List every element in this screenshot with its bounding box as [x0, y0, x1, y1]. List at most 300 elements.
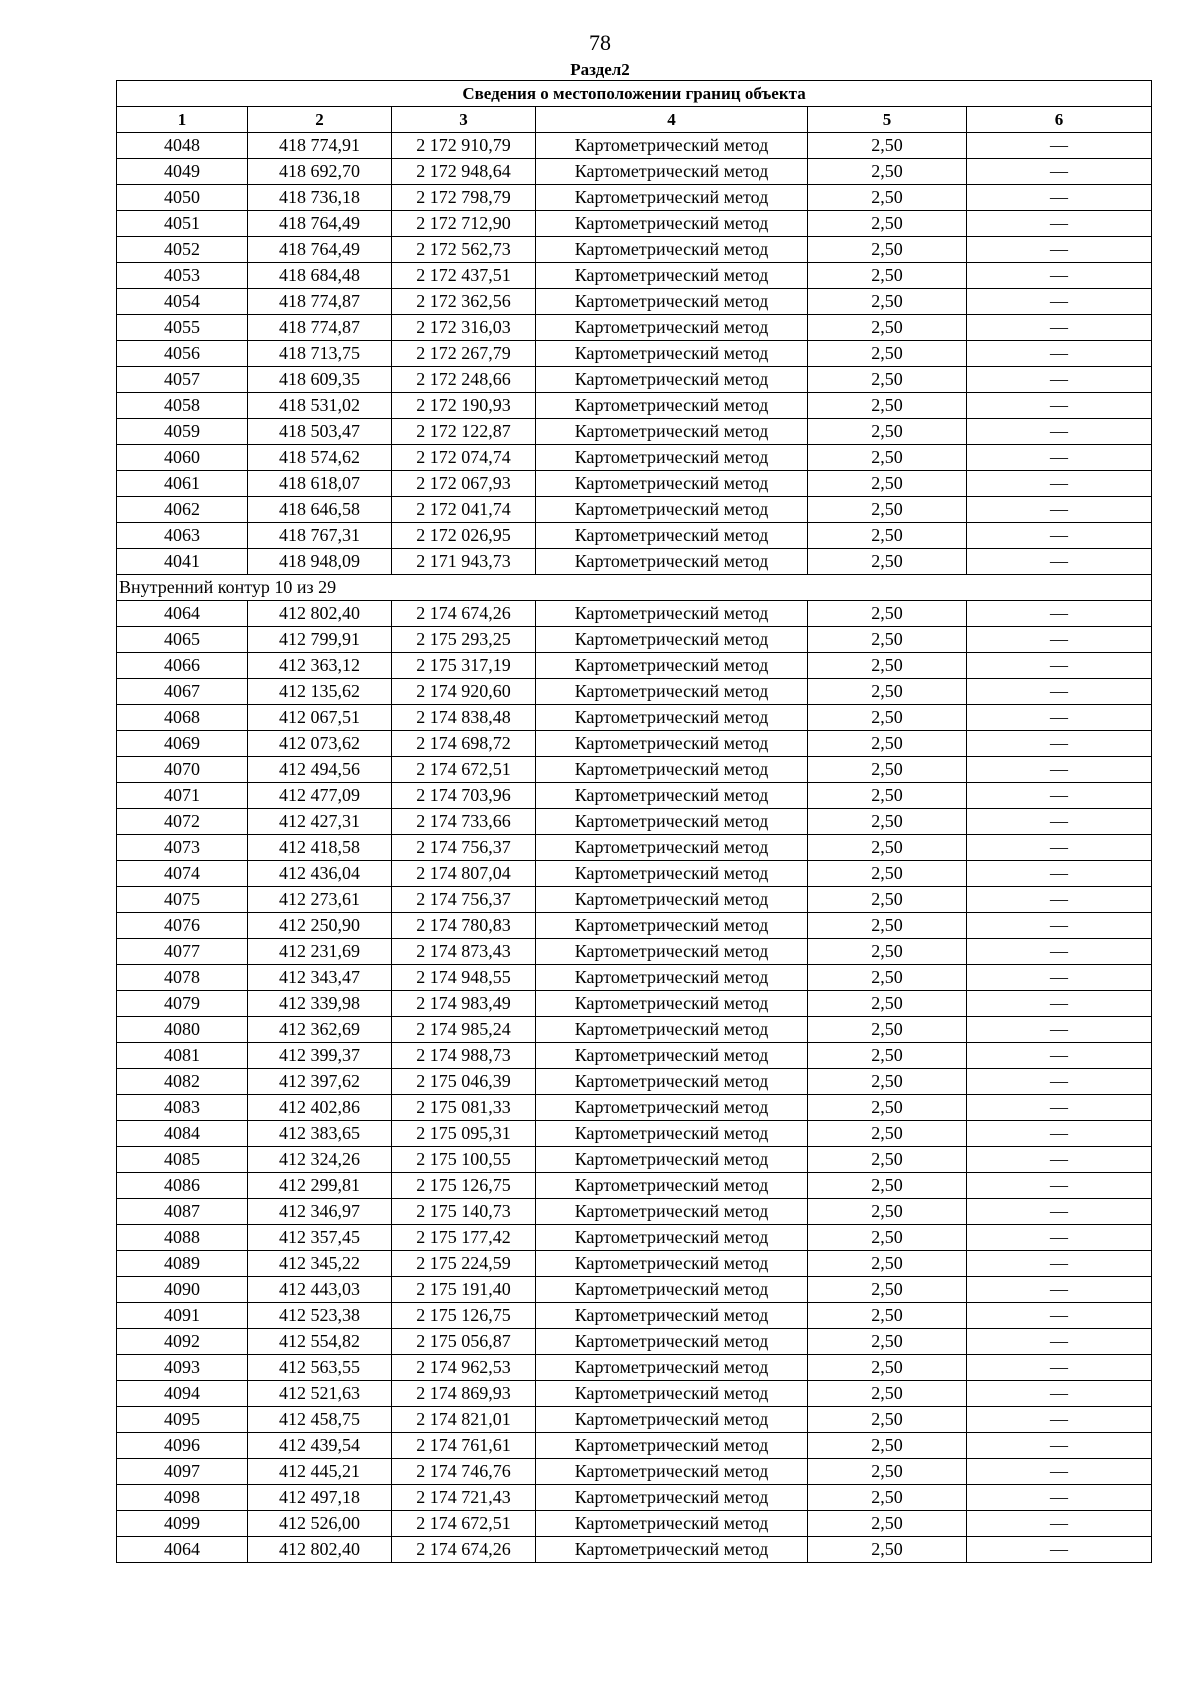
note-cell: — [967, 237, 1152, 263]
accuracy-cell: 2,50 [808, 263, 967, 289]
accuracy-cell: 2,50 [808, 211, 967, 237]
note-cell: — [967, 705, 1152, 731]
note-cell: — [967, 419, 1152, 445]
note-cell: — [967, 289, 1152, 315]
accuracy-cell: 2,50 [808, 809, 967, 835]
method-cell: Картометрический метод [536, 497, 808, 523]
table-row [117, 445, 1152, 471]
point-number-cell: 4078 [117, 965, 248, 991]
accuracy-cell: 2,50 [808, 861, 967, 887]
method-cell: Картометрический метод [536, 1303, 808, 1329]
method-cell: Картометрический метод [536, 757, 808, 783]
y-coordinate-cell: 2 175 126,75 [392, 1303, 536, 1329]
y-coordinate-cell: 2 172 948,64 [392, 159, 536, 185]
method-cell: Картометрический метод [536, 419, 808, 445]
x-coordinate-cell: 418 609,35 [248, 367, 392, 393]
note-cell: — [967, 1433, 1152, 1459]
point-number-cell: 4096 [117, 1433, 248, 1459]
accuracy-cell: 2,50 [808, 731, 967, 757]
x-coordinate-cell: 412 402,86 [248, 1095, 392, 1121]
y-coordinate-cell: 2 174 674,26 [392, 1537, 536, 1563]
y-coordinate-cell: 2 172 362,56 [392, 289, 536, 315]
x-coordinate-cell: 412 339,98 [248, 991, 392, 1017]
point-number-cell: 4058 [117, 393, 248, 419]
table-row [117, 133, 1152, 159]
accuracy-cell: 2,50 [808, 1277, 967, 1303]
x-coordinate-cell: 412 563,55 [248, 1355, 392, 1381]
table-row [117, 1043, 1152, 1069]
point-number-cell: 4054 [117, 289, 248, 315]
method-cell: Картометрический метод [536, 393, 808, 419]
accuracy-cell: 2,50 [808, 705, 967, 731]
column-header: 5 [808, 107, 967, 133]
x-coordinate-cell: 412 343,47 [248, 965, 392, 991]
y-coordinate-cell: 2 174 721,43 [392, 1485, 536, 1511]
y-coordinate-cell: 2 175 100,55 [392, 1147, 536, 1173]
table-row [117, 705, 1152, 731]
table-row [117, 1147, 1152, 1173]
accuracy-cell: 2,50 [808, 991, 967, 1017]
table-row [117, 1537, 1152, 1563]
y-coordinate-cell: 2 171 943,73 [392, 549, 536, 575]
point-number-cell: 4099 [117, 1511, 248, 1537]
note-cell: — [967, 1251, 1152, 1277]
note-cell: — [967, 1407, 1152, 1433]
note-cell: — [967, 393, 1152, 419]
y-coordinate-cell: 2 175 224,59 [392, 1251, 536, 1277]
note-cell: — [967, 1069, 1152, 1095]
x-coordinate-cell: 412 231,69 [248, 939, 392, 965]
note-cell: — [967, 731, 1152, 757]
point-number-cell: 4066 [117, 653, 248, 679]
point-number-cell: 4056 [117, 341, 248, 367]
note-cell: — [967, 809, 1152, 835]
accuracy-cell: 2,50 [808, 419, 967, 445]
point-number-cell: 4072 [117, 809, 248, 835]
point-number-cell: 4065 [117, 627, 248, 653]
accuracy-cell: 2,50 [808, 887, 967, 913]
x-coordinate-cell: 412 357,45 [248, 1225, 392, 1251]
y-coordinate-cell: 2 172 074,74 [392, 445, 536, 471]
y-coordinate-cell: 2 172 712,90 [392, 211, 536, 237]
method-cell: Картометрический метод [536, 1277, 808, 1303]
accuracy-cell: 2,50 [808, 1069, 967, 1095]
accuracy-cell: 2,50 [808, 289, 967, 315]
point-number-cell: 4074 [117, 861, 248, 887]
method-cell: Картометрический метод [536, 1095, 808, 1121]
note-cell: — [967, 159, 1152, 185]
point-number-cell: 4070 [117, 757, 248, 783]
table-row [117, 1095, 1152, 1121]
accuracy-cell: 2,50 [808, 627, 967, 653]
accuracy-cell: 2,50 [808, 549, 967, 575]
accuracy-cell: 2,50 [808, 1433, 967, 1459]
x-coordinate-cell: 412 494,56 [248, 757, 392, 783]
y-coordinate-cell: 2 172 067,93 [392, 471, 536, 497]
x-coordinate-cell: 418 684,48 [248, 263, 392, 289]
x-coordinate-cell: 418 692,70 [248, 159, 392, 185]
point-number-cell: 4077 [117, 939, 248, 965]
x-coordinate-cell: 412 439,54 [248, 1433, 392, 1459]
method-cell: Картометрический метод [536, 939, 808, 965]
x-coordinate-cell: 412 346,97 [248, 1199, 392, 1225]
note-cell: — [967, 835, 1152, 861]
table-row [117, 1407, 1152, 1433]
x-coordinate-cell: 418 764,49 [248, 237, 392, 263]
point-number-cell: 4089 [117, 1251, 248, 1277]
y-coordinate-cell: 2 172 798,79 [392, 185, 536, 211]
accuracy-cell: 2,50 [808, 757, 967, 783]
y-coordinate-cell: 2 172 026,95 [392, 523, 536, 549]
method-cell: Картометрический метод [536, 1147, 808, 1173]
method-cell: Картометрический метод [536, 1225, 808, 1251]
accuracy-cell: 2,50 [808, 1459, 967, 1485]
table-row [117, 887, 1152, 913]
note-cell: — [967, 1017, 1152, 1043]
method-cell: Картометрический метод [536, 1069, 808, 1095]
note-cell: — [967, 549, 1152, 575]
point-number-cell: 4079 [117, 991, 248, 1017]
note-cell: — [967, 1459, 1152, 1485]
point-number-cell: 4049 [117, 159, 248, 185]
point-number-cell: 4097 [117, 1459, 248, 1485]
method-cell: Картометрический метод [536, 887, 808, 913]
accuracy-cell: 2,50 [808, 1225, 967, 1251]
y-coordinate-cell: 2 174 780,83 [392, 913, 536, 939]
accuracy-cell: 2,50 [808, 341, 967, 367]
x-coordinate-cell: 412 799,91 [248, 627, 392, 653]
x-coordinate-cell: 418 713,75 [248, 341, 392, 367]
point-number-cell: 4091 [117, 1303, 248, 1329]
method-cell: Картометрический метод [536, 1407, 808, 1433]
method-cell: Картометрический метод [536, 1043, 808, 1069]
accuracy-cell: 2,50 [808, 367, 967, 393]
point-number-cell: 4085 [117, 1147, 248, 1173]
point-number-cell: 4075 [117, 887, 248, 913]
method-cell: Картометрический метод [536, 1537, 808, 1563]
note-cell: — [967, 1511, 1152, 1537]
method-cell: Картометрический метод [536, 653, 808, 679]
x-coordinate-cell: 418 764,49 [248, 211, 392, 237]
table-row [117, 965, 1152, 991]
table-row [117, 939, 1152, 965]
table-row [117, 237, 1152, 263]
point-number-cell: 4060 [117, 445, 248, 471]
note-cell: — [967, 1043, 1152, 1069]
method-cell: Картометрический метод [536, 1485, 808, 1511]
column-header: 1 [117, 107, 248, 133]
table-row [117, 1511, 1152, 1537]
table-row [117, 367, 1152, 393]
note-cell: — [967, 627, 1152, 653]
y-coordinate-cell: 2 175 126,75 [392, 1173, 536, 1199]
y-coordinate-cell: 2 174 983,49 [392, 991, 536, 1017]
accuracy-cell: 2,50 [808, 523, 967, 549]
point-number-cell: 4067 [117, 679, 248, 705]
point-number-cell: 4084 [117, 1121, 248, 1147]
point-number-cell: 4063 [117, 523, 248, 549]
method-cell: Картометрический метод [536, 471, 808, 497]
method-cell: Картометрический метод [536, 289, 808, 315]
point-number-cell: 4051 [117, 211, 248, 237]
y-coordinate-cell: 2 172 267,79 [392, 341, 536, 367]
point-number-cell: 4094 [117, 1381, 248, 1407]
table-row [117, 913, 1152, 939]
accuracy-cell: 2,50 [808, 445, 967, 471]
y-coordinate-cell: 2 172 437,51 [392, 263, 536, 289]
accuracy-cell: 2,50 [808, 185, 967, 211]
x-coordinate-cell: 418 774,87 [248, 315, 392, 341]
y-coordinate-cell: 2 174 674,26 [392, 601, 536, 627]
table-row [117, 731, 1152, 757]
table-row [117, 1069, 1152, 1095]
note-cell: — [967, 133, 1152, 159]
method-cell: Картометрический метод [536, 367, 808, 393]
point-number-cell: 4057 [117, 367, 248, 393]
x-coordinate-cell: 412 521,63 [248, 1381, 392, 1407]
note-cell: — [967, 1199, 1152, 1225]
table-row [117, 861, 1152, 887]
method-cell: Картометрический метод [536, 1433, 808, 1459]
note-cell: — [967, 939, 1152, 965]
method-cell: Картометрический метод [536, 991, 808, 1017]
y-coordinate-cell: 2 172 190,93 [392, 393, 536, 419]
table-row [117, 341, 1152, 367]
y-coordinate-cell: 2 172 041,74 [392, 497, 536, 523]
method-cell: Картометрический метод [536, 965, 808, 991]
point-number-cell: 4059 [117, 419, 248, 445]
method-cell: Картометрический метод [536, 185, 808, 211]
accuracy-cell: 2,50 [808, 939, 967, 965]
note-cell: — [967, 497, 1152, 523]
page-number: 78 [589, 30, 611, 55]
accuracy-cell: 2,50 [808, 653, 967, 679]
method-cell: Картометрический метод [536, 1381, 808, 1407]
accuracy-cell: 2,50 [808, 497, 967, 523]
note-cell: — [967, 523, 1152, 549]
table-row [117, 419, 1152, 445]
y-coordinate-cell: 2 174 838,48 [392, 705, 536, 731]
table-row [117, 1381, 1152, 1407]
y-coordinate-cell: 2 175 056,87 [392, 1329, 536, 1355]
table-row [117, 1121, 1152, 1147]
note-cell: — [967, 341, 1152, 367]
table-row [117, 471, 1152, 497]
y-coordinate-cell: 2 174 672,51 [392, 757, 536, 783]
note-cell: — [967, 185, 1152, 211]
table-row [117, 835, 1152, 861]
method-cell: Картометрический метод [536, 237, 808, 263]
accuracy-cell: 2,50 [808, 1251, 967, 1277]
note-cell: — [967, 1277, 1152, 1303]
section-title: Раздел2 [570, 60, 630, 79]
x-coordinate-cell: 412 523,38 [248, 1303, 392, 1329]
note-cell: — [967, 445, 1152, 471]
x-coordinate-cell: 412 073,62 [248, 731, 392, 757]
x-coordinate-cell: 412 418,58 [248, 835, 392, 861]
accuracy-cell: 2,50 [808, 1017, 967, 1043]
accuracy-cell: 2,50 [808, 1355, 967, 1381]
method-cell: Картометрический метод [536, 861, 808, 887]
note-cell: — [967, 653, 1152, 679]
y-coordinate-cell: 2 174 873,43 [392, 939, 536, 965]
method-cell: Картометрический метод [536, 263, 808, 289]
method-cell: Картометрический метод [536, 159, 808, 185]
accuracy-cell: 2,50 [808, 1381, 967, 1407]
note-cell: — [967, 1095, 1152, 1121]
x-coordinate-cell: 412 067,51 [248, 705, 392, 731]
method-cell: Картометрический метод [536, 1511, 808, 1537]
y-coordinate-cell: 2 174 756,37 [392, 835, 536, 861]
point-number-cell: 4062 [117, 497, 248, 523]
table-caption: Сведения о местоположении границ объекта [117, 81, 1152, 107]
point-number-cell: 4053 [117, 263, 248, 289]
accuracy-cell: 2,50 [808, 679, 967, 705]
x-coordinate-cell: 412 554,82 [248, 1329, 392, 1355]
y-coordinate-cell: 2 172 248,66 [392, 367, 536, 393]
table-row [117, 1329, 1152, 1355]
note-cell: — [967, 913, 1152, 939]
accuracy-cell: 2,50 [808, 237, 967, 263]
accuracy-cell: 2,50 [808, 1511, 967, 1537]
method-cell: Картометрический метод [536, 601, 808, 627]
accuracy-cell: 2,50 [808, 471, 967, 497]
point-number-cell: 4050 [117, 185, 248, 211]
note-cell: — [967, 783, 1152, 809]
y-coordinate-cell: 2 174 869,93 [392, 1381, 536, 1407]
method-cell: Картометрический метод [536, 133, 808, 159]
x-coordinate-cell: 412 458,75 [248, 1407, 392, 1433]
table-row [117, 263, 1152, 289]
y-coordinate-cell: 2 172 910,79 [392, 133, 536, 159]
column-header: 4 [536, 107, 808, 133]
contour-heading-row [117, 575, 1152, 601]
point-number-cell: 4041 [117, 549, 248, 575]
table-row [117, 783, 1152, 809]
accuracy-cell: 2,50 [808, 835, 967, 861]
x-coordinate-cell: 418 736,18 [248, 185, 392, 211]
point-number-cell: 4098 [117, 1485, 248, 1511]
method-cell: Картометрический метод [536, 679, 808, 705]
accuracy-cell: 2,50 [808, 1329, 967, 1355]
x-coordinate-cell: 418 774,91 [248, 133, 392, 159]
y-coordinate-cell: 2 175 081,33 [392, 1095, 536, 1121]
y-coordinate-cell: 2 172 122,87 [392, 419, 536, 445]
note-cell: — [967, 1121, 1152, 1147]
y-coordinate-cell: 2 175 046,39 [392, 1069, 536, 1095]
x-coordinate-cell: 412 362,69 [248, 1017, 392, 1043]
note-cell: — [967, 263, 1152, 289]
accuracy-cell: 2,50 [808, 1199, 967, 1225]
table-row [117, 653, 1152, 679]
x-coordinate-cell: 412 802,40 [248, 1537, 392, 1563]
note-cell: — [967, 861, 1152, 887]
accuracy-cell: 2,50 [808, 133, 967, 159]
table-row [117, 809, 1152, 835]
accuracy-cell: 2,50 [808, 965, 967, 991]
table-row [117, 1251, 1152, 1277]
method-cell: Картометрический метод [536, 523, 808, 549]
accuracy-cell: 2,50 [808, 1043, 967, 1069]
y-coordinate-cell: 2 174 672,51 [392, 1511, 536, 1537]
table-row [117, 1199, 1152, 1225]
note-cell: — [967, 1147, 1152, 1173]
point-number-cell: 4090 [117, 1277, 248, 1303]
table-row [117, 757, 1152, 783]
table-row [117, 1485, 1152, 1511]
x-coordinate-cell: 412 526,00 [248, 1511, 392, 1537]
point-number-cell: 4055 [117, 315, 248, 341]
x-coordinate-cell: 418 646,58 [248, 497, 392, 523]
x-coordinate-cell: 412 397,62 [248, 1069, 392, 1095]
accuracy-cell: 2,50 [808, 393, 967, 419]
y-coordinate-cell: 2 172 316,03 [392, 315, 536, 341]
note-cell: — [967, 367, 1152, 393]
method-cell: Картометрический метод [536, 1355, 808, 1381]
x-coordinate-cell: 412 324,26 [248, 1147, 392, 1173]
column-header: 3 [392, 107, 536, 133]
x-coordinate-cell: 412 443,03 [248, 1277, 392, 1303]
x-coordinate-cell: 418 618,07 [248, 471, 392, 497]
column-header-row [117, 107, 1152, 133]
note-cell: — [967, 1303, 1152, 1329]
note-cell: — [967, 315, 1152, 341]
table-row [117, 315, 1152, 341]
x-coordinate-cell: 418 531,02 [248, 393, 392, 419]
x-coordinate-cell: 412 273,61 [248, 887, 392, 913]
column-header: 2 [248, 107, 392, 133]
method-cell: Картометрический метод [536, 627, 808, 653]
table-row [117, 185, 1152, 211]
accuracy-cell: 2,50 [808, 783, 967, 809]
y-coordinate-cell: 2 172 562,73 [392, 237, 536, 263]
note-cell: — [967, 679, 1152, 705]
x-coordinate-cell: 412 345,22 [248, 1251, 392, 1277]
table-row [117, 1173, 1152, 1199]
y-coordinate-cell: 2 175 191,40 [392, 1277, 536, 1303]
y-coordinate-cell: 2 174 756,37 [392, 887, 536, 913]
x-coordinate-cell: 412 436,04 [248, 861, 392, 887]
method-cell: Картометрический метод [536, 445, 808, 471]
table-row [117, 393, 1152, 419]
y-coordinate-cell: 2 174 948,55 [392, 965, 536, 991]
point-number-cell: 4082 [117, 1069, 248, 1095]
point-number-cell: 4061 [117, 471, 248, 497]
y-coordinate-cell: 2 175 177,42 [392, 1225, 536, 1251]
x-coordinate-cell: 418 574,62 [248, 445, 392, 471]
coordinates-table [116, 80, 1152, 1563]
x-coordinate-cell: 412 445,21 [248, 1459, 392, 1485]
method-cell: Картометрический метод [536, 549, 808, 575]
method-cell: Картометрический метод [536, 913, 808, 939]
y-coordinate-cell: 2 174 733,66 [392, 809, 536, 835]
point-number-cell: 4052 [117, 237, 248, 263]
method-cell: Картометрический метод [536, 783, 808, 809]
table-row [117, 1277, 1152, 1303]
x-coordinate-cell: 412 299,81 [248, 1173, 392, 1199]
note-cell: — [967, 211, 1152, 237]
table-caption-row [117, 81, 1152, 107]
accuracy-cell: 2,50 [808, 1485, 967, 1511]
y-coordinate-cell: 2 174 807,04 [392, 861, 536, 887]
method-cell: Картометрический метод [536, 1199, 808, 1225]
accuracy-cell: 2,50 [808, 159, 967, 185]
y-coordinate-cell: 2 175 317,19 [392, 653, 536, 679]
table-row [117, 1017, 1152, 1043]
x-coordinate-cell: 412 427,31 [248, 809, 392, 835]
y-coordinate-cell: 2 175 293,25 [392, 627, 536, 653]
note-cell: — [967, 1485, 1152, 1511]
